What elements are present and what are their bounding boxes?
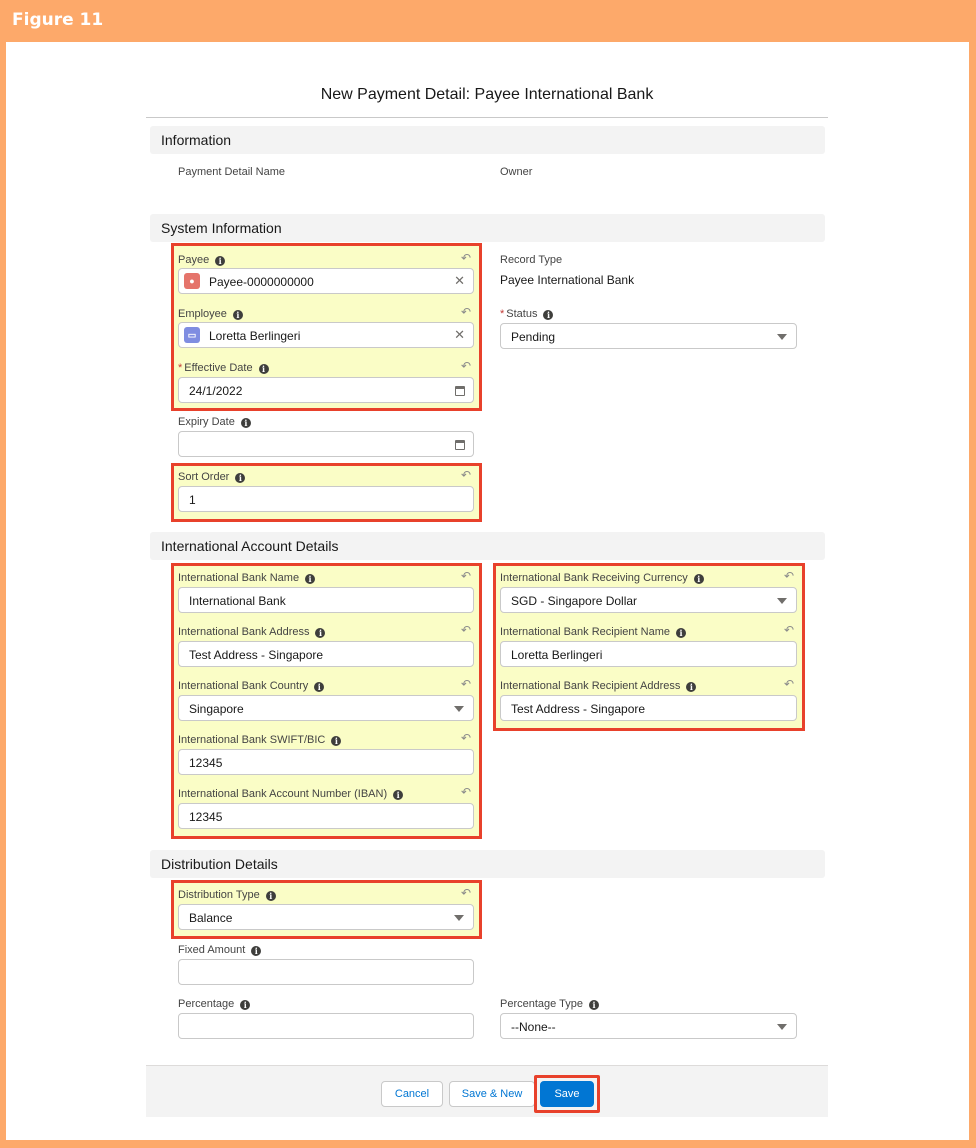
payment-detail-name-label: Payment Detail Name <box>178 166 285 178</box>
employee-label: Employee i <box>178 308 243 320</box>
percentage-type-value: --None-- <box>511 1020 556 1034</box>
currency-value: SGD - Singapore Dollar <box>511 594 638 608</box>
recipient-address-value: Test Address - Singapore <box>511 702 646 716</box>
bank-country-value: Singapore <box>189 702 244 716</box>
bank-address-input[interactable] <box>178 641 474 667</box>
section-system-information-title: System Information <box>161 220 282 236</box>
save-and-new-button[interactable]: Save & New <box>449 1081 535 1107</box>
info-icon: i <box>266 891 276 901</box>
swift-label: International Bank SWIFT/BIC i <box>178 734 341 746</box>
clear-icon[interactable]: ✕ <box>454 273 465 288</box>
bank-address-label: International Bank Address i <box>178 626 325 638</box>
info-icon: i <box>240 1000 250 1010</box>
info-icon: i <box>314 682 324 692</box>
iban-input[interactable] <box>178 803 474 829</box>
undo-icon[interactable]: ↶ <box>461 359 472 373</box>
chevron-down-icon <box>777 1024 787 1030</box>
info-icon: i <box>241 418 251 428</box>
cancel-button[interactable]: Cancel <box>381 1081 443 1107</box>
info-icon: i <box>331 736 341 746</box>
effective-date-label: * Effective Date i <box>178 362 269 374</box>
sort-order-value: 1 <box>189 493 196 507</box>
section-system-information[interactable] <box>150 214 825 242</box>
status-value: Pending <box>511 330 556 344</box>
undo-icon[interactable]: ↶ <box>784 569 795 583</box>
id-card-icon: ▭ <box>184 327 200 343</box>
modal-title: New Payment Detail: Payee International Bank <box>320 86 654 103</box>
owner-label: Owner <box>500 166 533 178</box>
chevron-down-icon <box>777 334 787 340</box>
undo-icon[interactable]: ↶ <box>461 569 472 583</box>
bank-country-select[interactable] <box>178 695 474 721</box>
info-icon: i <box>686 682 696 692</box>
expiry-date-label: Expiry Date i <box>178 416 251 428</box>
percentage-type-label: Percentage Type i <box>500 998 599 1010</box>
chevron-down-icon <box>777 598 787 604</box>
recipient-address-label: International Bank Recipient Address i <box>500 680 696 692</box>
info-icon: i <box>589 1000 599 1010</box>
info-icon: i <box>233 310 243 320</box>
undo-icon[interactable]: ↶ <box>461 731 472 745</box>
status-label: * Status i <box>500 308 553 320</box>
chevron-down-icon <box>454 915 464 921</box>
info-icon: i <box>251 946 261 956</box>
info-icon: i <box>259 364 269 374</box>
title-divider <box>146 117 828 118</box>
swift-input[interactable] <box>178 749 474 775</box>
chevron-down-icon <box>454 706 464 712</box>
distribution-type-value: Balance <box>189 911 233 925</box>
effective-date-value: 24/1/2022 <box>189 384 243 398</box>
effective-date-input[interactable] <box>178 377 474 403</box>
payee-label: Payee i <box>178 254 225 266</box>
info-icon: i <box>215 256 225 266</box>
undo-icon[interactable]: ↶ <box>784 677 795 691</box>
clear-icon[interactable]: ✕ <box>454 327 465 342</box>
info-icon: i <box>694 574 704 584</box>
info-icon: i <box>315 628 325 638</box>
bank-address-value: Test Address - Singapore <box>189 648 324 662</box>
currency-select[interactable] <box>500 587 797 613</box>
figure-label: Figure 11 <box>12 10 104 30</box>
undo-icon[interactable]: ↶ <box>461 785 472 799</box>
payee-value: Payee-0000000000 <box>209 275 314 289</box>
info-icon: i <box>676 628 686 638</box>
recipient-name-value: Loretta Berlingeri <box>511 648 603 662</box>
expiry-date-input[interactable] <box>178 431 474 457</box>
undo-icon[interactable]: ↶ <box>461 677 472 691</box>
section-international-account-title: International Account Details <box>161 538 339 554</box>
figure-header <box>0 0 976 42</box>
info-icon: i <box>393 790 403 800</box>
bank-name-input[interactable] <box>178 587 474 613</box>
employee-lookup-input[interactable] <box>178 322 474 348</box>
calendar-icon[interactable] <box>455 385 465 399</box>
undo-icon[interactable]: ↶ <box>461 251 472 265</box>
sort-order-input[interactable] <box>178 486 474 512</box>
distribution-type-select[interactable] <box>178 904 474 930</box>
currency-label: International Bank Receiving Currency i <box>500 572 704 584</box>
recipient-name-input[interactable] <box>500 641 797 667</box>
bank-country-label: International Bank Country i <box>178 680 324 692</box>
section-distribution-details-title: Distribution Details <box>161 856 278 872</box>
fixed-amount-label: Fixed Amount i <box>178 944 261 956</box>
undo-icon[interactable]: ↶ <box>461 886 472 900</box>
bank-name-label: International Bank Name i <box>178 572 315 584</box>
section-international-account[interactable] <box>150 532 825 560</box>
fixed-amount-input[interactable] <box>178 959 474 985</box>
payee-lookup-input[interactable] <box>178 268 474 294</box>
recipient-address-input[interactable] <box>500 695 797 721</box>
contact-icon: ● <box>184 273 200 289</box>
iban-value: 12345 <box>189 810 223 824</box>
record-type-value: Payee International Bank <box>500 273 635 287</box>
status-select[interactable] <box>500 323 797 349</box>
undo-icon[interactable]: ↶ <box>784 623 795 637</box>
info-icon: i <box>235 473 245 483</box>
save-button[interactable]: Save <box>540 1081 594 1107</box>
percentage-type-select[interactable] <box>500 1013 797 1039</box>
swift-value: 12345 <box>189 756 223 770</box>
info-icon: i <box>305 574 315 584</box>
recipient-name-label: International Bank Recipient Name i <box>500 626 686 638</box>
record-type-label: Record Type <box>500 254 563 266</box>
undo-icon[interactable]: ↶ <box>461 623 472 637</box>
undo-icon[interactable]: ↶ <box>461 468 472 482</box>
info-icon: i <box>543 310 553 320</box>
percentage-label: Percentage i <box>178 998 250 1010</box>
sort-order-label: Sort Order i <box>178 471 245 483</box>
employee-value: Loretta Berlingeri <box>209 329 301 343</box>
calendar-icon[interactable] <box>455 439 465 453</box>
section-distribution-details[interactable] <box>150 850 825 878</box>
undo-icon[interactable]: ↶ <box>461 305 472 319</box>
distribution-type-label: Distribution Type i <box>178 889 276 901</box>
bank-name-value: International Bank <box>189 594 286 608</box>
section-information[interactable] <box>150 126 825 154</box>
percentage-input[interactable] <box>178 1013 474 1039</box>
content-panel <box>6 42 969 1140</box>
section-information-title: Information <box>161 132 232 148</box>
iban-label: International Bank Account Number (IBAN) i <box>178 788 403 800</box>
